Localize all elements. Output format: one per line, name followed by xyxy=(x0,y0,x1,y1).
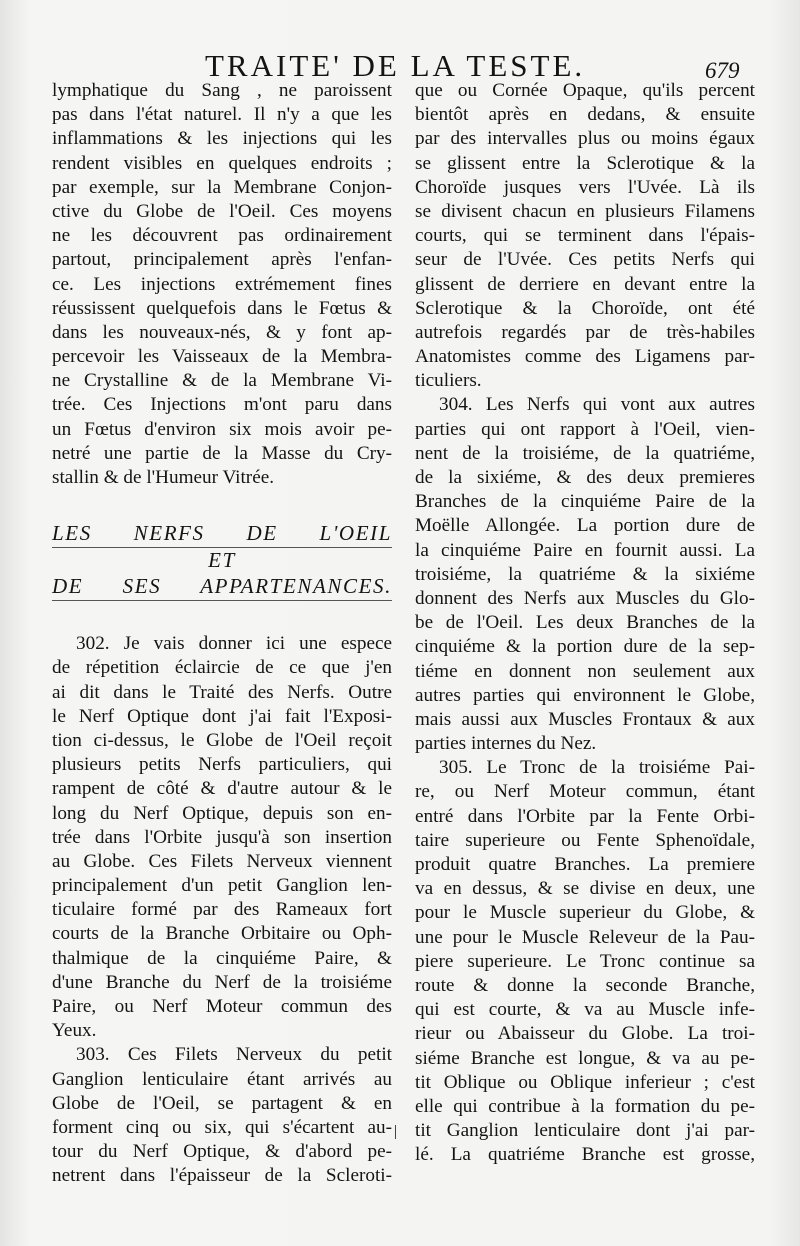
page-number: 679 xyxy=(705,58,740,83)
text-line: Sclerotique & la Choroïde, ont été xyxy=(415,297,755,319)
text-line: percevoir les Vaisseaux de la Membra- xyxy=(52,346,392,368)
text-line: courts de la Branche Orbitaire ou Oph- xyxy=(52,923,392,945)
text-line: tour du Nerf Optique, & d'abord pe- xyxy=(52,1141,392,1163)
section-heading xyxy=(52,521,392,601)
text-line: Yeux. xyxy=(52,1020,97,1042)
text-line: ne Crystalline & de la Membrane Vi- xyxy=(52,370,392,392)
text-line: Paire, ou Nerf Moteur commun des xyxy=(52,996,392,1017)
text-line: parties internes du Nez. xyxy=(415,733,597,755)
text-line: parties qui ont rapport à l'Oeil, vien- xyxy=(415,418,755,440)
text-line: qui est courte, & va au Muscle infe- xyxy=(415,999,755,1021)
text-line: par des intervalles plus ou moins égaux xyxy=(415,128,755,150)
text-line: route & donne la seconde Branche, xyxy=(415,974,755,996)
paragraph-305-start: 305. Le Tronc de la troisiéme Pai- xyxy=(439,757,755,779)
text-line: entré dans l'Orbite par la Fente Orbi- xyxy=(415,805,755,827)
text-line: réussissent quelquefois dans le Fœtus & xyxy=(52,297,392,319)
section-heading-line: ET xyxy=(208,548,236,573)
text-line: siéme Branche est longue, & va au pe- xyxy=(415,1047,755,1069)
text-line: Anatomistes comme des Ligamens par- xyxy=(415,346,755,368)
text-line: le Nerf Optique dont j'ai fait l'Exposi- xyxy=(52,705,392,727)
text-line: autrefois regardés par de très-habiles xyxy=(415,321,755,343)
text-line: netrent dans l'épaisseur de la Scleroti- xyxy=(52,1165,392,1187)
paragraph-302-start: 302. Je vais donner ici une espece xyxy=(76,633,392,655)
section-heading-line: DE SES APPARTENANCES. xyxy=(52,574,392,601)
text-line: principalement d'un petit Ganglion len- xyxy=(52,875,392,897)
text-line: inflammations & les injections qui les xyxy=(52,128,392,150)
text-line: re, ou Nerf Moteur commun, étant xyxy=(415,781,755,803)
text-line: pour le Muscle superieur du Globe, & xyxy=(415,902,755,924)
text-line: forment cinq ou six, qui s'écartent au- xyxy=(52,1116,392,1138)
text-line: nent de la troisiéme, de la quatriéme, xyxy=(415,442,755,464)
text-line: au Globe. Ces Filets Nerveux viennent xyxy=(52,850,392,872)
text-line: va en dessus, & se divise en deux, une xyxy=(415,878,755,900)
paragraph-303-start: 303. Ces Filets Nerveux du petit xyxy=(76,1044,392,1066)
text-line: donnent des Nerfs aux Muscles du Glo- xyxy=(415,587,755,609)
text-line: be de l'Oeil. Les deux Branches de la xyxy=(415,612,755,634)
text-line: dans les nouveaux-nés, & y font ap- xyxy=(52,321,392,343)
text-line: Moëlle Allongée. La portion dure de xyxy=(415,515,755,537)
section-heading-line: LES NERFS DE L'OEIL xyxy=(52,521,392,548)
text-line: elle qui contribue à la formation du pe- xyxy=(415,1095,755,1117)
text-line: ne les découvrent pas ordinairement xyxy=(52,225,392,247)
text-line: se divisent chacun en plusieurs Filamens xyxy=(415,200,755,222)
text-line: rampent de côté & d'autre autour & le xyxy=(52,778,392,800)
text-line: glissent de derriere en devant entre la xyxy=(415,273,755,295)
text-line: lymphatique du Sang , ne paroissent xyxy=(52,80,392,101)
text-line: rieur ou Abaisseur du Globe. La troi- xyxy=(415,1023,755,1045)
text-line: produit quatre Branches. La premiere xyxy=(415,854,755,875)
text-line: une pour le Muscle Releveur de la Pau- xyxy=(415,926,755,948)
text-line: ce. Les injections extrémement fines xyxy=(52,273,392,295)
text-line: piere superieure. Le Tronc continue sa xyxy=(415,950,755,972)
running-head xyxy=(0,44,800,84)
text-line: pas dans l'état naturel. Il n'y a que les xyxy=(52,104,392,126)
text-line: thalmique de la cinquiéme Paire, & xyxy=(52,947,392,969)
text-line: Globe de l'Oeil, se partagent & en xyxy=(52,1092,392,1114)
text-line: long du Nerf Optique, depuis son en- xyxy=(52,802,392,824)
text-line: ticuliers. xyxy=(415,370,482,392)
text-line: ticulaire formé par des Rameaux fort xyxy=(52,899,392,921)
text-line: de la sixiéme, & des deux premieres xyxy=(415,467,755,488)
text-line: tion ci-dessus, le Globe de l'Oeil reçoit xyxy=(52,729,392,751)
text-line: par exemple, sur la Membrane Conjon- xyxy=(52,176,392,198)
text-line: bientôt après en dedans, & ensuite xyxy=(415,104,755,126)
gutter-mark xyxy=(395,1125,396,1139)
text-line: Branches de la cinquiéme Paire de la xyxy=(415,491,755,513)
text-line: netré une partie de la Masse du Cry- xyxy=(52,442,392,464)
text-line: Choroïde jusques vers l'Uvée. Là ils xyxy=(415,176,755,198)
text-line: stallin & de l'Humeur Vitrée. xyxy=(52,467,275,488)
text-line: seur de l'Uvée. Ces petits Nerfs qui xyxy=(415,249,755,271)
text-line: rendent visibles en quelques endroits ; xyxy=(52,152,392,174)
text-line: Ganglion lenticulaire étant arrivés au xyxy=(52,1068,392,1090)
text-line: plusieurs petits Nerfs particuliers, qui xyxy=(52,754,392,776)
text-line: d'une Branche du Nerf de la troisiéme xyxy=(52,971,392,993)
text-line: autres parties qui environnent le Globe, xyxy=(415,684,755,706)
text-line: troisiéme, la quatriéme & la sixiéme xyxy=(415,563,755,585)
text-line: partout, principalement après l'enfan- xyxy=(52,249,392,271)
text-line: courts, qui se terminent dans l'épais- xyxy=(415,225,755,247)
paragraph-304-start: 304. Les Nerfs qui vont aux autres xyxy=(439,394,755,416)
text-line: trée. Ces Injections m'ont paru dans xyxy=(52,394,392,416)
text-line: un Fœtus d'environ six mois avoir pe- xyxy=(52,418,392,440)
text-line: tiéme en donnent non seulement aux xyxy=(415,660,755,682)
text-line: tit Oblique ou Oblique inferieur ; c'est xyxy=(415,1071,755,1093)
text-line: tit Ganglion lenticulaire dont j'ai par- xyxy=(415,1120,755,1142)
text-line: trée dans l'Orbite jusqu'à son insertion xyxy=(52,826,392,848)
text-line: lé. La quatriéme Branche est grosse, xyxy=(415,1144,755,1166)
text-line: ctive du Globe de l'Oeil. Ces moyens xyxy=(52,200,392,222)
running-title: TRAITE' DE LA TESTE. xyxy=(205,48,586,83)
text-line: ai dit dans le Traité des Nerfs. Outre xyxy=(52,681,392,703)
right-column xyxy=(415,79,755,1167)
text-line: cinquiéme & la portion dure de la sep- xyxy=(415,636,755,658)
text-line: la cinquiéme Paire en fournit aussi. La xyxy=(415,539,755,561)
text-line: mais aussi aux Muscles Frontaux & aux xyxy=(415,708,755,730)
text-line: de répetition éclaircie de ce que j'en xyxy=(52,657,392,679)
left-column xyxy=(52,79,392,1189)
text-line: taire superieure ou Fente Sphenoïdale, xyxy=(415,829,755,851)
text-line: se glissent entre la Sclerotique & la xyxy=(415,152,755,174)
text-line: que ou Cornée Opaque, qu'ils percent xyxy=(415,80,755,101)
